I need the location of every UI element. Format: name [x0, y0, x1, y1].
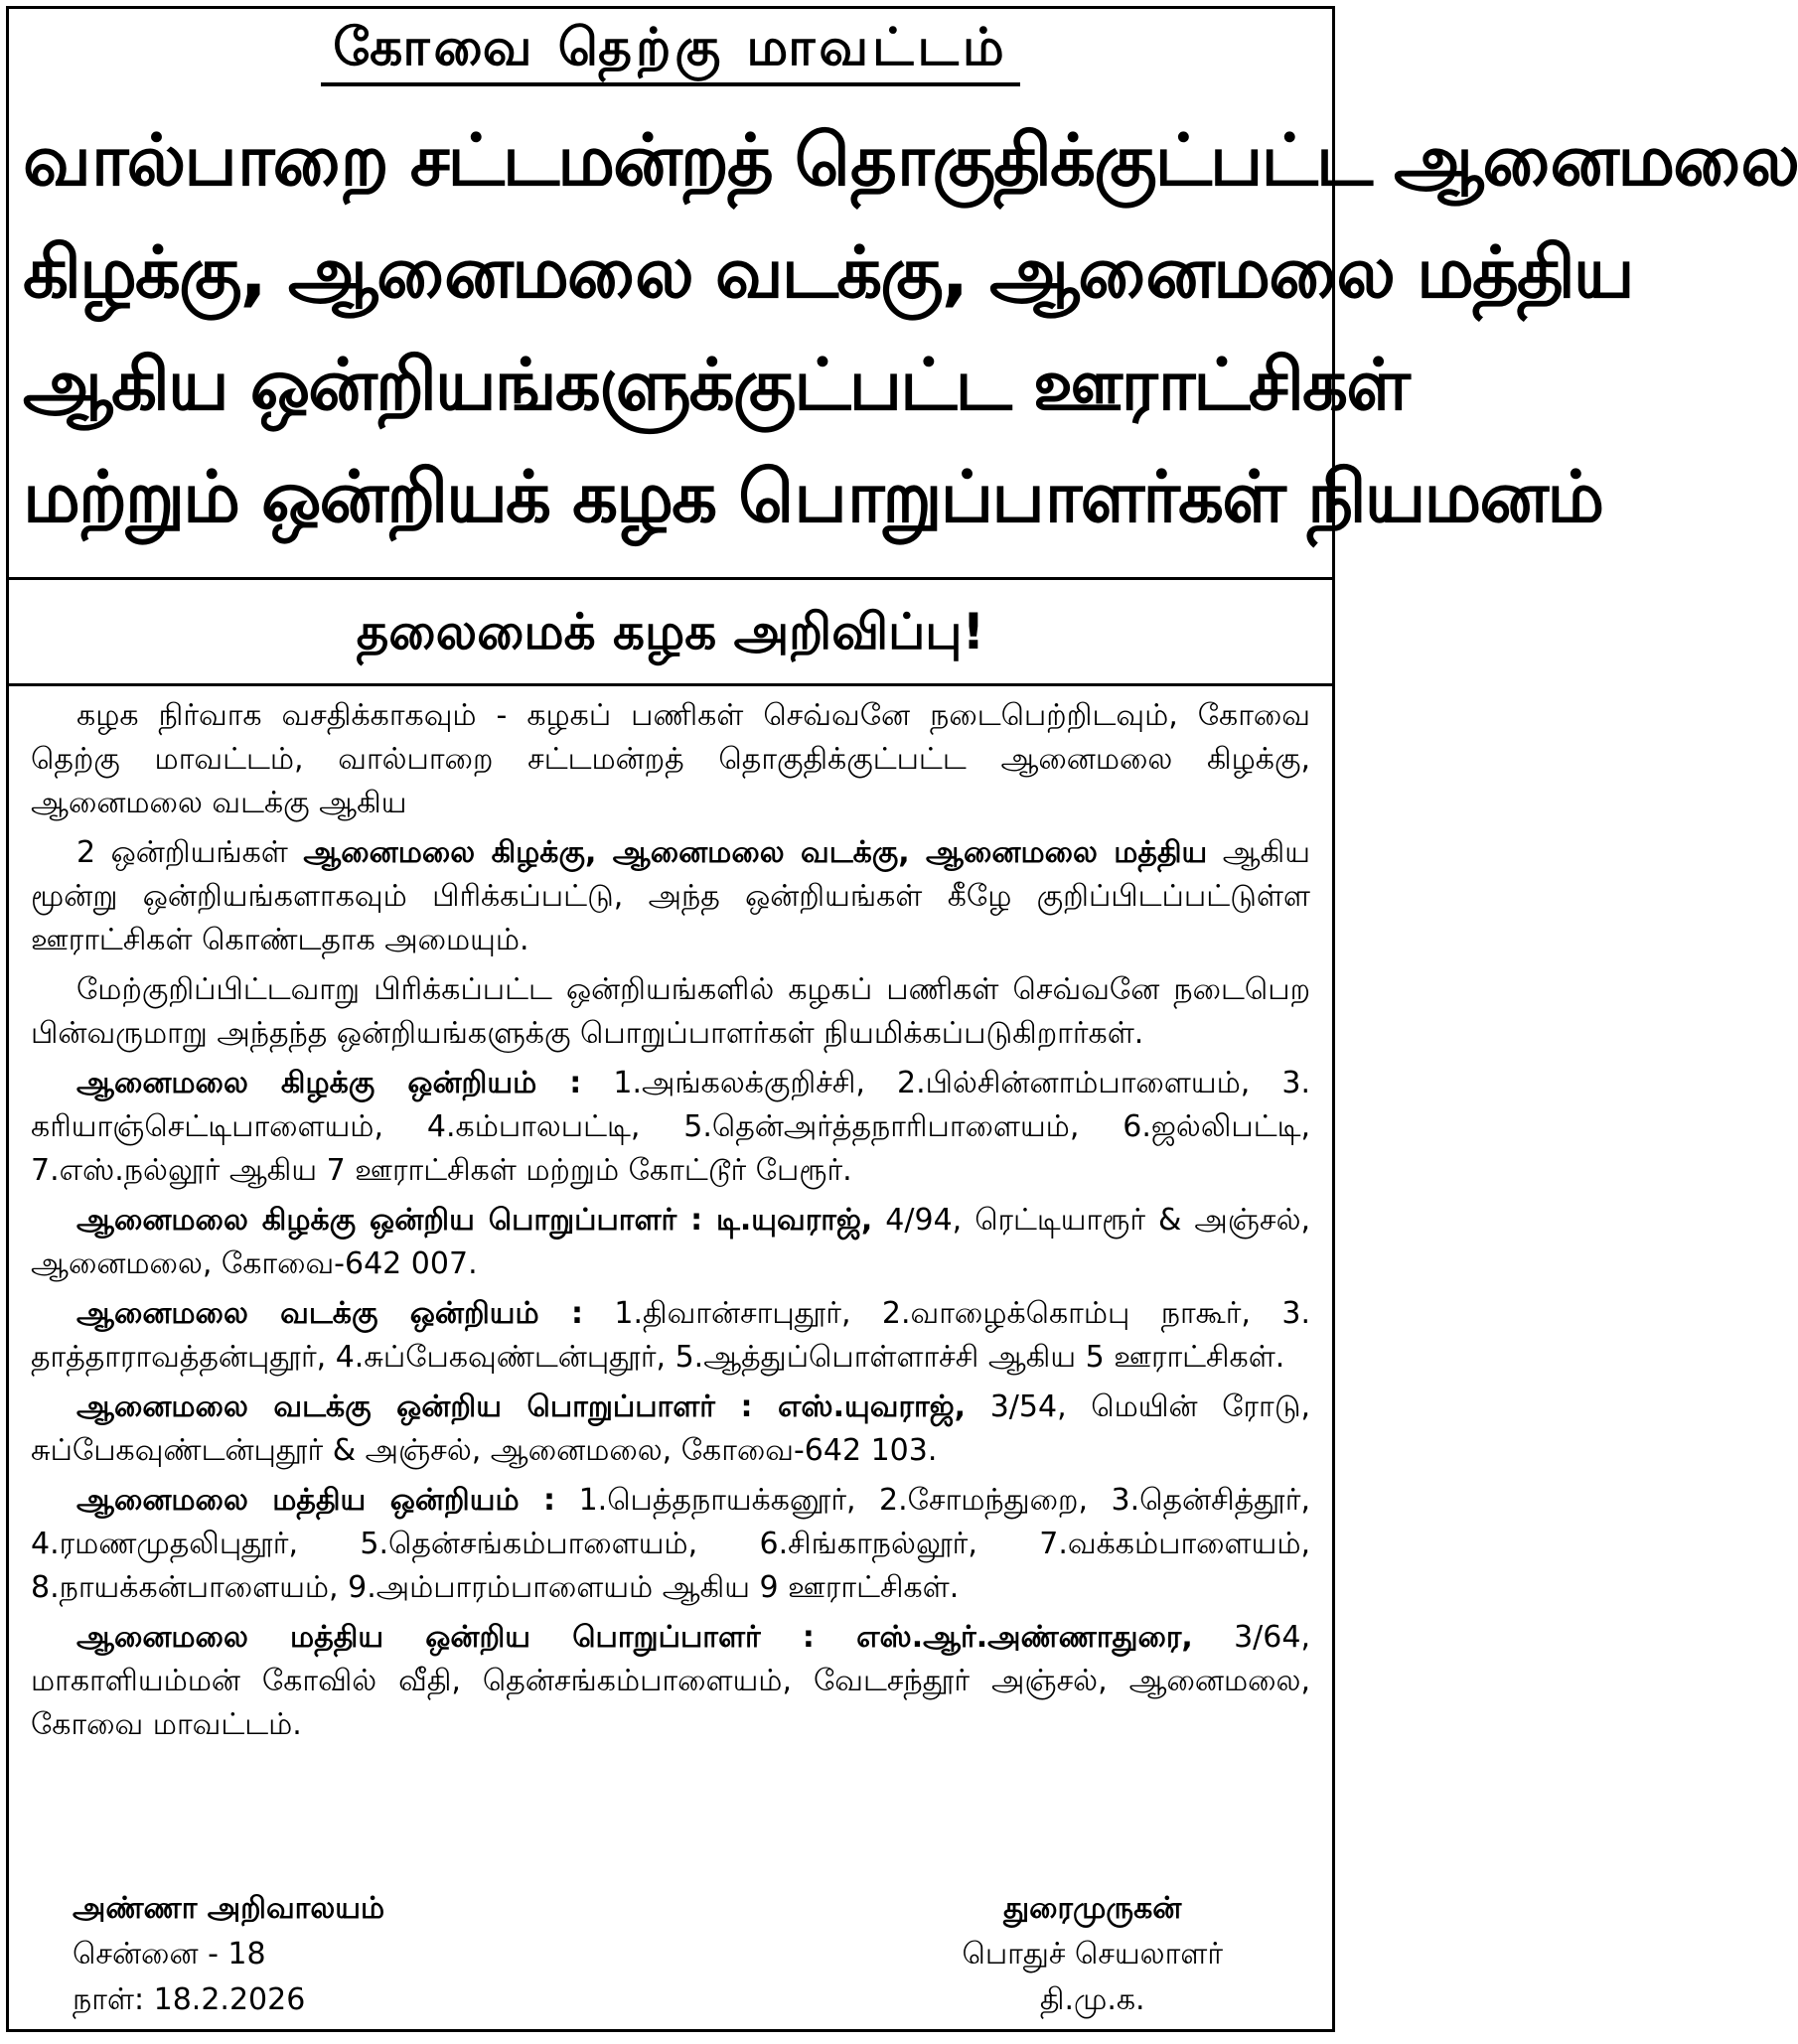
intro-p2-unions: ஆனைமலை கிழக்கு, ஆனைமலை வடக்கு, ஆனைமலை மத்திய	[303, 835, 1208, 870]
footer-right	[962, 1886, 1223, 2023]
district-header	[9, 9, 1332, 100]
north-union-label: ஆனைமலை வடக்கு ஒன்றியம் :	[76, 1296, 583, 1331]
intro-p2-prefix: 2 ஒன்றியங்கள்	[76, 835, 304, 870]
east-incharge-paragraph	[31, 1199, 1310, 1286]
central-incharge-address: 3/64, மாகாளியம்மன் கோவில் வீதி, தென்சங்கம்பாளையம், வேடசந்தூர் அஞ்சல், ஆனைமலை, கோவை மாவட்டம்.	[31, 1620, 1310, 1742]
north-union-villages: 1.திவான்சாபுதூர், 2.வாழைக்கொம்பு நாகூர், 3. தாத்தாராவத்தன்புதூர், 4.சுப்பேகவுண்டன்புதூர், 5.ஆத்துப்பொள்ளாச்சி ஆகிய 5 ஊராட்சிகள்.	[31, 1296, 1310, 1375]
headline-line-1: வால்பாறை சட்டமன்றத் தொகுதிக்குட்பட்ட ஆனைமலை	[23, 118, 1798, 202]
central-incharge-label: ஆனைமலை மத்திய ஒன்றிய பொறுப்பாளர் : எஸ்.ஆர்.அண்ணாதுரை,	[76, 1620, 1193, 1655]
east-incharge-label: ஆனைமலை கிழக்கு ஒன்றிய பொறுப்பாளர் : டி.யுவராஜ்,	[76, 1203, 873, 1238]
headline-line-4: மற்றும் ஒன்றியக் கழக பொறுப்பாளர்கள் நியமனம்	[23, 455, 1603, 538]
footer-city: சென்னை - 18	[73, 1937, 266, 1971]
notice-body	[9, 686, 1332, 1747]
footer-left	[73, 1886, 384, 2023]
central-union-paragraph	[31, 1479, 1310, 1610]
central-union-label: ஆனைமலை மத்திய ஒன்றியம் :	[76, 1483, 556, 1518]
footer-signatory: துரைமுருகன்	[1003, 1891, 1182, 1926]
north-incharge-label: ஆனைமலை வடக்கு ஒன்றிய பொறுப்பாளர் : எஸ்.யுவராஜ்,	[76, 1389, 967, 1424]
district-title: கோவை தெற்கு மாவட்டம்	[321, 17, 1020, 86]
north-incharge-address: 3/54, மெயின் ரோடு, சுப்பேகவுண்டன்புதூர் & அஞ்சல், ஆனைமலை, கோவை-642 103.	[31, 1389, 1311, 1468]
footer-party: தி.மு.க.	[1039, 1982, 1145, 2017]
north-incharge-paragraph	[31, 1386, 1310, 1473]
footer-place: அண்ணா அறிவாலயம்	[73, 1891, 385, 1926]
headline-line-3: ஆகிய ஒன்றியங்களுக்குட்பட்ட ஊராட்சிகள்	[23, 343, 1410, 426]
intro-paragraph-1: கழக நிர்வாக வசதிக்காகவும் - கழகப் பணிகள் செவ்வனே நடைபெற்றிடவும், கோவை தெற்கு மாவட்டம், வால்பாறை சட்டமன்றத் தொகுதிக்குட்பட்ட ஆனைமலை கிழக்கு, ஆனைமலை வடக்கு ஆகிய	[31, 698, 1310, 820]
north-union-paragraph	[31, 1292, 1310, 1380]
central-incharge-paragraph	[31, 1616, 1310, 1747]
headline-line-2: கிழக்கு, ஆனைமலை வடக்கு, ஆனைமலை மத்திய	[23, 230, 1633, 314]
central-union-villages: 1.பெத்தநாயக்கனூர், 2.சோமந்துறை, 3.தென்சித்தூர், 4.ரமணமுதலிபுதூர், 5.தென்சங்கம்பாளையம், 6.சிங்காநல்லூர், 7.வக்கம்பாளையம், 8.நாயக்கன்பாளையம், 9.அம்பாரம்பாளையம் ஆகிய 9 ஊராட்சிகள்.	[31, 1483, 1310, 1605]
footer-designation: பொதுச் செயலாளர்	[962, 1937, 1223, 1971]
east-union-villages: 1.அங்கலக்குறிச்சி, 2.பில்சின்னாம்பாளையம், 3. கரியாஞ்செட்டிபாளையம், 4.கம்பாலபட்டி, 5.தென்அர்த்தநாரிபாளையம், 6.ஜல்லிபட்டி, 7.எஸ்.நல்லூர் ஆகிய 7 ஊராட்சிகள் மற்றும் கோட்டூர் பேரூர்.	[31, 1066, 1311, 1188]
intro-paragraph-3: மேற்குறிப்பிட்டவாறு பிரிக்கப்பட்ட ஒன்றியங்களில் கழகப் பணிகள் செவ்வனே நடைபெற பின்வருமாறு அந்தந்த ஒன்றியங்களுக்கு பொறுப்பாளர்கள் நியமிக்கப்படுகிறார்கள்.	[31, 972, 1310, 1051]
east-union-paragraph	[31, 1062, 1310, 1193]
headline	[9, 100, 1798, 577]
intro-p2-suffix: ஆகிய மூன்று ஒன்றியங்களாகவும் பிரிக்கப்பட்டு, அந்த ஒன்றியங்கள் கீழே குறிப்பிடப்பட்டுள்ள ஊராட்சிகள் கொண்டதாக அமையும்.	[31, 835, 1310, 957]
intro-paragraph-2	[31, 831, 1310, 962]
east-incharge-address: 4/94, ரெட்டியாரூர் & அஞ்சல், ஆனைமலை, கோவை-642 007.	[31, 1203, 1311, 1281]
notice-title: தலைமைக் கழக அறிவிப்பு!	[356, 603, 985, 660]
notice-sheet	[6, 6, 1798, 2032]
footer	[9, 1886, 1332, 2025]
footer-date: நாள்: 18.2.2026	[73, 1982, 306, 2017]
east-union-label: ஆனைமலை கிழக்கு ஒன்றியம் :	[76, 1066, 582, 1100]
